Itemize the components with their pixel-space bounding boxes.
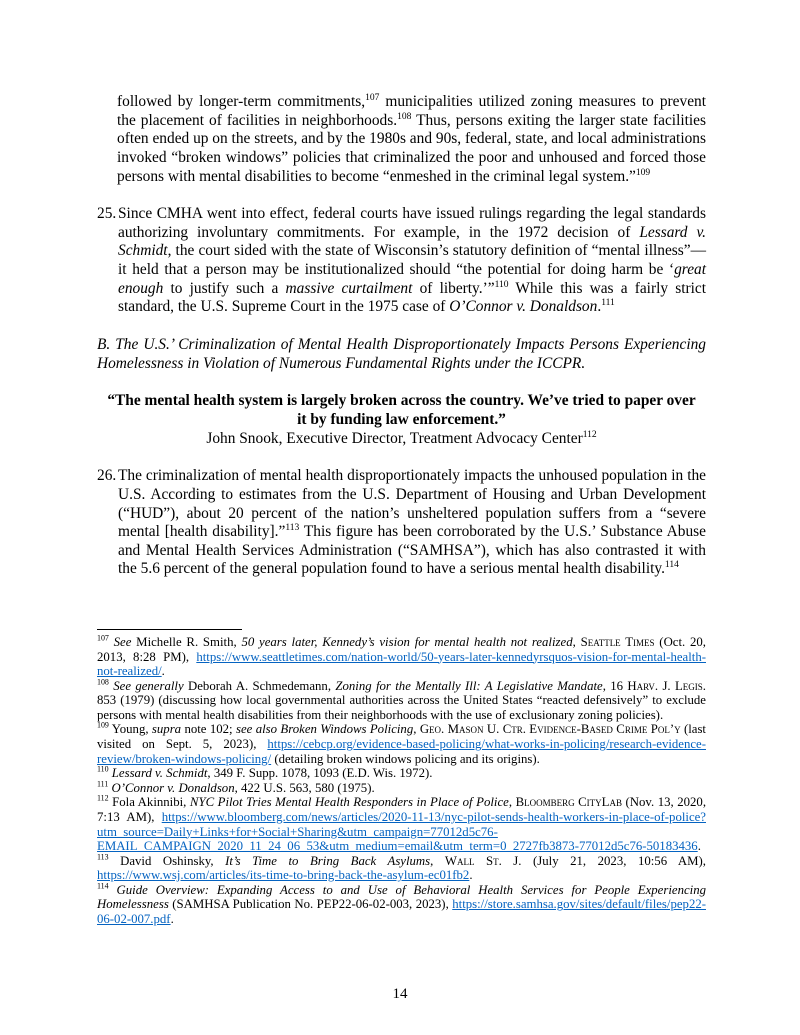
text-run: to justify such a: [163, 279, 286, 297]
text-run: , 349 F. Supp. 1078, 1093 (E.D. Wis. 1972).: [207, 766, 433, 781]
text-run: Fola Akinnibi,: [108, 795, 190, 810]
text-run: It’s Time to Bring Back Asylums: [225, 853, 431, 868]
page-body: [97, 93, 706, 598]
text-run: of liberty.’”: [412, 279, 495, 297]
text-run: Zoning for the Mentally Ill: A Legislative Mandate: [335, 678, 603, 693]
footnote-ref: 114: [97, 881, 109, 891]
text-run: Young,: [108, 722, 152, 737]
footnote-113: [97, 854, 706, 883]
footnote-114: [97, 883, 706, 927]
text-run: B. The U.S.’ Criminalization of Mental Health Disproportionately Impacts Persons Experiencing Homelessness in Violation of Numerous Fundamental Rights under the ICCPR.: [97, 336, 706, 372]
text-run: This figure has been corroborated by the U.S.’ Substance Abuse and Mental Health Services Administration (“SAMHSA”), which has also contrasted it with the 5.6 percent of the general population found to have a serious mental health disability.: [118, 523, 706, 578]
text-run: .: [597, 298, 602, 316]
text-run: 853 (1979) (discussing how local governmental authorities across the United States “reacted defensively” to exclude persons with mental health disabilities from their neighborhoods with the use of exclusionary zoning policies).: [97, 693, 706, 722]
text-run: , 16: [602, 678, 628, 693]
text-run: NYC Pilot Tries Mental Health Responders in Place of Police: [189, 795, 509, 810]
footnote-112: [97, 795, 706, 853]
hyperlink[interactable]: https://store.samhsa.gov/sites/default/files/pep22-06-02-007.pdf: [97, 897, 706, 926]
footnote-ref: 109: [97, 721, 109, 731]
text-run: ,: [430, 853, 445, 868]
text-run: .: [161, 664, 165, 679]
text-run: O’Connor v. Donaldson: [449, 298, 598, 316]
text-run: Bloomberg CityLab: [515, 795, 622, 810]
text-run: great enough: [118, 261, 706, 297]
text-run: .: [469, 868, 473, 883]
hyperlink[interactable]: https://www.bloomberg.com/news/articles/2020-11-13/nyc-pilot-sends-health-workers-in-place-of-police?utm_source=Daily+Links+for+Social+Sharing&utm_campaign=77012d5c76-EMAIL_CAMPAIGN_2020_11_24_06_53&utm_medium=email&utm_term=0_2727fb3873-77012d5c76-50183436: [97, 809, 706, 854]
text-run: See generally: [113, 678, 184, 693]
hyperlink[interactable]: https://cebcp.org/evidence-based-policing/what-works-in-policing/research-evidence-review/broken-windows-policing/: [97, 737, 706, 766]
text-run: , 422 U.S. 563, 580 (1975).: [234, 780, 375, 795]
footnote-ref: 112: [97, 794, 109, 804]
text-run: Deborah A. Schmedemann,: [183, 678, 336, 693]
footnote-110: [97, 766, 706, 781]
text-run: The criminalization of mental health disproportionately impacts the unhoused population in the U.S. According to estimates from the U.S. Department of Housing and Urban Development (“HUD”), about 20 percent of the nation’s unsheltered population suffers from a “severe mental [health disability].”: [118, 467, 706, 541]
paragraph-26: [97, 467, 706, 579]
text-run: (last visited on Sept. 5, 2023),: [97, 722, 706, 752]
text-run: .: [697, 839, 701, 854]
body-paragraphs: [97, 93, 706, 579]
paragraph-number: 26.: [97, 467, 117, 485]
footnote-separator: [97, 629, 242, 630]
text-run: ,: [572, 635, 581, 649]
footnote-109: [97, 722, 706, 766]
hyperlink[interactable]: https://www.wsj.com/articles/its-time-to-bring-back-the-asylum-ec01fb2: [97, 868, 470, 883]
text-run: Michelle R. Smith,: [131, 635, 242, 649]
text-run: (SAMHSA Publication No. PEP22-06-02-003, 2023),: [168, 897, 453, 912]
text-run: 50 years later, Kennedy’s vision for mental health not realized: [241, 635, 573, 649]
quote-attribution: [97, 430, 706, 449]
text-run: (Oct. 20, 2013, 8:28 PM),: [97, 635, 707, 664]
pull-quote: [97, 392, 706, 429]
section-heading-b: [97, 336, 706, 373]
text-run: followed by longer-term commitments,: [117, 93, 366, 110]
footnote-ref: 114: [664, 559, 679, 571]
footnote-ref: 109: [635, 166, 651, 178]
text-run: ,: [508, 795, 516, 810]
footnote-ref: 110: [494, 278, 509, 290]
footnotes-list: [97, 635, 706, 927]
footnote-111: [97, 781, 706, 796]
footnote-107: [97, 635, 706, 679]
text-run: Thus, persons exiting the larger state facilities often ended up on the streets, and by the 1980s and 90s, federal, state, and local administrations invoked “broken windows” policies that criminalized the poor and unhoused and forced those persons with mental disabilities to become “enmeshed in the criminal legal system.”: [117, 111, 706, 185]
footnote-ref: 108: [97, 677, 109, 687]
text-run: David Oshinsky,: [108, 853, 226, 868]
footnote-ref: 111: [601, 297, 615, 309]
text-run: John Snook, Executive Director, Treatment Advocacy Center: [206, 429, 583, 447]
text-run: While this was a fairly strict standard, the U.S. Supreme Court in the 1975 case of: [118, 279, 706, 316]
text-run: Lessard v. Schmidt: [118, 223, 707, 260]
text-run: Harv. J. Legis.: [627, 678, 706, 693]
text-run: supra: [151, 722, 182, 737]
footnote-ref: 111: [97, 779, 109, 789]
text-run: Guide Overview: Expanding Access to and Use of Behavioral Health Services for People Experiencing Homelessness: [97, 882, 706, 912]
text-run: Wall St. J.: [444, 853, 522, 868]
text-run: , the court sided with the state of Wisconsin’s statutory definition of “mental illness”—it held that a person may be institutionalized should “the potential for doing harm be ‘: [118, 242, 706, 279]
text-run: Lessard v. Schmidt: [111, 766, 208, 781]
text-run: [109, 883, 117, 897]
footnote-ref: 112: [582, 428, 597, 440]
text-run: “The mental health system is largely broken across the country. We’ve tried to paper over it by funding law enforcement.”: [107, 392, 696, 428]
text-run: See: [113, 635, 132, 649]
hyperlink[interactable]: https://www.seattletimes.com/nation-world/50-years-later-kennedyrsquos-vision-for-mental-health-not-realized/: [97, 649, 706, 679]
footnote-ref: 113: [97, 852, 109, 862]
text-run: (Nov. 13, 2020, 7:13 AM),: [97, 795, 707, 824]
footnote-ref: 113: [285, 522, 300, 534]
paragraph-25: [97, 205, 706, 317]
footnote-108: [97, 679, 706, 723]
footnote-area: [97, 629, 706, 927]
paragraph-number: 25.: [97, 205, 117, 223]
text-run: Seattle Times: [580, 635, 655, 649]
footnote-ref: 110: [97, 764, 109, 774]
text-run: (July 21, 2023, 10:56 AM),: [521, 853, 706, 868]
footnote-ref: 108: [397, 110, 412, 122]
intro-continuation-paragraph: [117, 93, 706, 186]
text-run: municipalities utilized zoning measures to prevent the placement of facilities in neighborhoods.: [117, 93, 706, 129]
footnote-ref: 107: [365, 91, 380, 103]
text-run: note 102;: [181, 722, 236, 737]
text-run: see also Broken Windows Policing: [236, 722, 414, 737]
text-run: (detailing broken windows policing and its origins).: [271, 751, 540, 766]
text-run: .: [170, 911, 174, 926]
text-run: massive curtailment: [285, 279, 413, 297]
text-run: Since CMHA went into effect, federal courts have issued rulings regarding the legal standards authorizing involuntary commitments. For example, in the 1972 decision of: [118, 205, 706, 241]
page-number: 14: [392, 986, 408, 1002]
text-run: O’Connor v. Donaldson: [111, 780, 235, 795]
footnote-ref: 107: [97, 633, 109, 643]
text-run: Geo. Mason U. Ctr. Evidence-Based Crime Pol’y: [419, 722, 681, 737]
text-run: ,: [413, 722, 420, 737]
